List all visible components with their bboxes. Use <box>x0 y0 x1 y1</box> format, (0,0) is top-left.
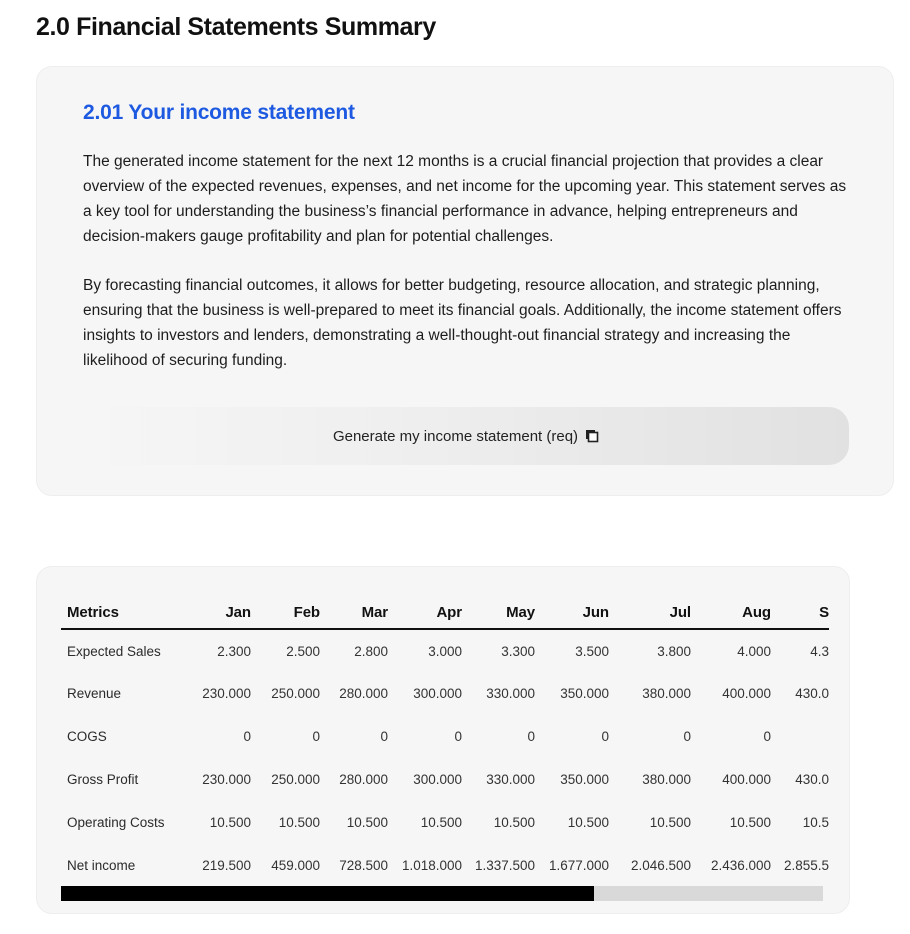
value-cell: 728.500 <box>339 858 388 873</box>
metric-cell: Revenue <box>67 686 122 701</box>
value-cell: 459.000 <box>271 858 320 873</box>
value-cell: 230.000 <box>202 686 251 701</box>
value-cell: 0 <box>763 729 771 744</box>
column-header: May <box>462 597 535 629</box>
value-cell: 2.300 <box>217 643 251 659</box>
column-header: Feb <box>251 597 320 629</box>
value-cell: 380.000 <box>642 772 691 787</box>
value-cell: 350.000 <box>560 686 609 701</box>
page-title: 2.0 Financial Statements Summary <box>36 13 436 41</box>
value-cell: 300.000 <box>413 686 462 701</box>
metric-cell: Expected Sales <box>67 643 161 659</box>
value-cell: 0 <box>312 729 320 744</box>
metric-cell: COGS <box>67 729 107 744</box>
value-cell: 1.677.000 <box>548 858 609 873</box>
value-cell: 0 <box>601 729 609 744</box>
value-cell: 350.000 <box>560 772 609 787</box>
value-cell: 3.000 <box>428 643 462 659</box>
value-cell: 0 <box>243 729 251 744</box>
value-cell: 1.337.500 <box>474 858 535 873</box>
value-cell: 2.500 <box>286 643 320 659</box>
value-cell: 0 <box>683 729 691 744</box>
value-cell: 2.046.500 <box>630 858 691 873</box>
value-cell: 330.000 <box>486 772 535 787</box>
table-row <box>61 672 829 715</box>
value-cell: 300.000 <box>413 772 462 787</box>
metric-cell: Net income <box>67 858 136 873</box>
value-cell: 219.500 <box>202 858 251 873</box>
value-cell: 0 <box>527 729 535 744</box>
horizontal-scrollbar-thumb[interactable] <box>61 886 594 901</box>
value-cell: 10.500 <box>278 815 320 830</box>
table-row <box>61 801 829 844</box>
value-cell: 1.018.000 <box>401 858 462 873</box>
metric-cell: Operating Costs <box>67 815 165 830</box>
value-cell: 10.500 <box>567 815 609 830</box>
value-cell: 10.5 <box>802 815 829 830</box>
value-cell <box>771 715 829 758</box>
value-cell: 250.000 <box>271 772 320 787</box>
value-cell: 10.500 <box>493 815 535 830</box>
column-header: Aug <box>691 597 771 629</box>
table-row <box>61 715 829 758</box>
value-cell: 10.500 <box>420 815 462 830</box>
column-header: Jan <box>191 597 251 629</box>
column-header: Mar <box>320 597 388 629</box>
value-cell: 0 <box>380 729 388 744</box>
value-cell: 2.800 <box>354 643 388 659</box>
value-cell: 430.0 <box>795 686 829 701</box>
column-header: Jul <box>609 597 691 629</box>
value-cell: 2.855.5 <box>783 858 829 873</box>
table-scroll-viewport <box>61 597 829 887</box>
income-statement-table <box>61 597 829 887</box>
value-cell: 400.000 <box>722 686 771 701</box>
value-cell: 3.500 <box>575 643 609 659</box>
table-row <box>61 629 829 672</box>
value-cell: 330.000 <box>486 686 535 701</box>
income-statement-card <box>36 66 894 496</box>
value-cell: 10.500 <box>209 815 251 830</box>
table-row <box>61 844 829 887</box>
value-cell: 430.0 <box>795 772 829 787</box>
column-header: Jun <box>535 597 609 629</box>
income-card-title: 2.01 Your income statement <box>83 101 355 124</box>
financial-table-card <box>36 566 850 914</box>
value-cell: 4.3 <box>810 643 829 659</box>
value-cell: 380.000 <box>642 686 691 701</box>
horizontal-scrollbar-track[interactable] <box>61 886 823 901</box>
table-row <box>61 758 829 801</box>
value-cell: 10.500 <box>729 815 771 830</box>
table-header-row <box>61 597 829 629</box>
value-cell: 280.000 <box>339 772 388 787</box>
column-header: S <box>771 597 829 629</box>
copy-icon <box>585 429 599 443</box>
value-cell: 3.800 <box>657 643 691 659</box>
value-cell: 280.000 <box>339 686 388 701</box>
column-header: Apr <box>388 597 462 629</box>
value-cell: 10.500 <box>649 815 691 830</box>
income-card-paragraph-2: By forecasting financial outcomes, it allows for better budgeting, resource allocation, and strategic planning, ensuring that the business is well-prepared to meet its financial goals. Additionally, the income statement offers insights to investors and lenders, demonstrating a well-thought-out financial strategy and increasing the likelihood of securing funding. <box>83 277 842 369</box>
value-cell: 250.000 <box>271 686 320 701</box>
income-card-paragraph-1: The generated income statement for the next 12 months is a crucial financial projection that provides a clear overview of the expected revenues, expenses, and net income for the upcoming year. This statement serves as a key tool for understanding the business’s financial performance in advance, helping entrepreneurs and decision-makers gauge profitability and plan for potential challenges. <box>83 153 847 245</box>
generate-button-label: Generate my income statement (req) <box>332 427 579 445</box>
value-cell: 4.000 <box>737 643 771 659</box>
generate-income-statement-button[interactable] <box>83 407 849 465</box>
column-header: Metrics <box>61 597 191 629</box>
value-cell: 10.500 <box>346 815 388 830</box>
value-cell: 0 <box>454 729 462 744</box>
value-cell: 230.000 <box>202 772 251 787</box>
value-cell: 2.436.000 <box>710 858 771 873</box>
value-cell: 400.000 <box>722 772 771 787</box>
metric-cell: Gross Profit <box>67 772 139 787</box>
value-cell: 3.300 <box>501 643 535 659</box>
